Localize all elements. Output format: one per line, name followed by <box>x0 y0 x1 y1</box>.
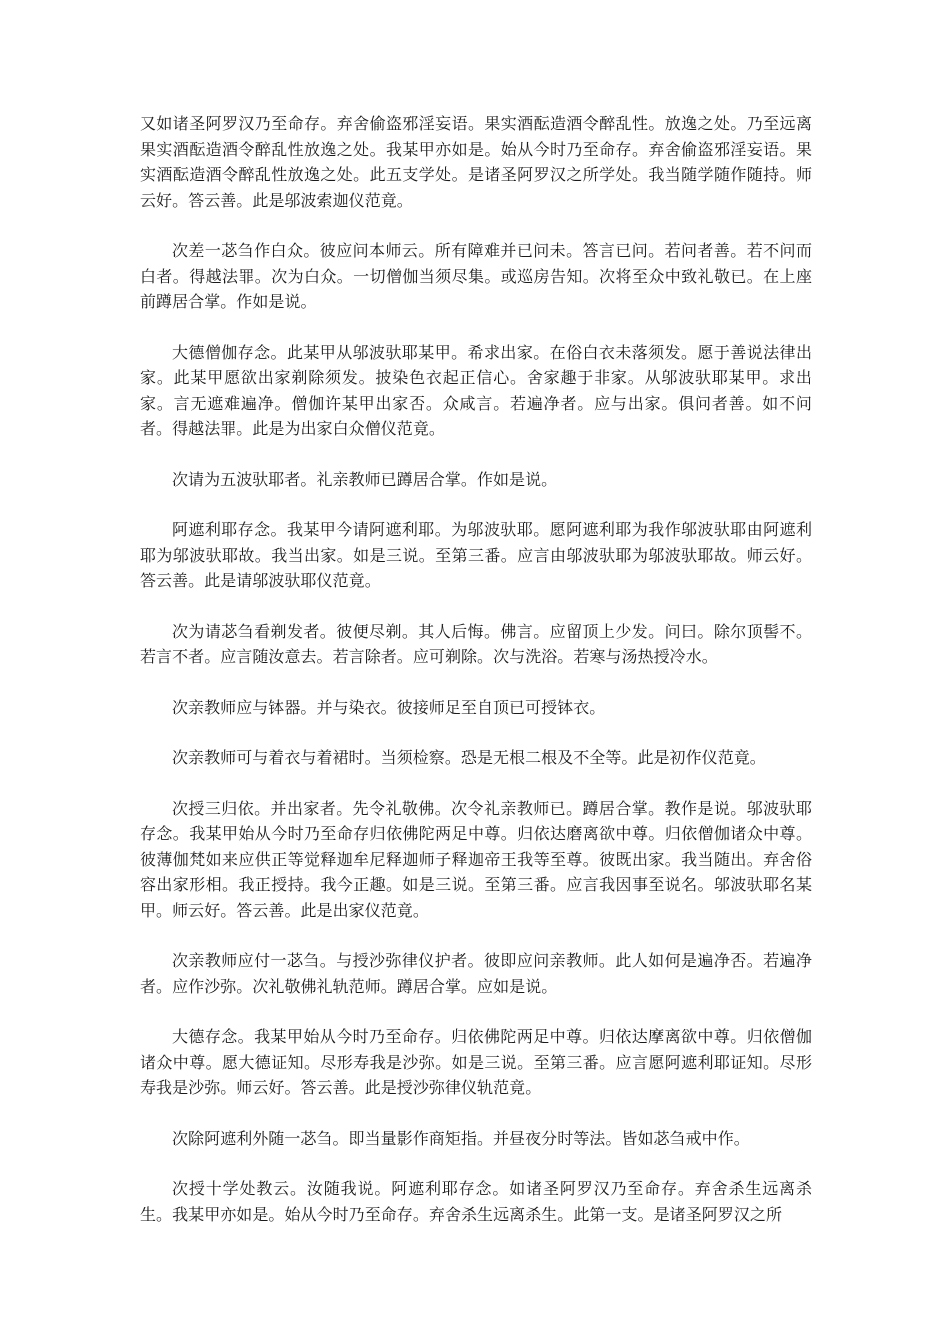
paragraph-3: 大德僧伽存念。此某甲从邬波驮耶某甲。希求出家。在俗白衣未落须发。愿于善说法律出家。此某甲愿欲出家剃除须发。披染色衣起正信心。舍家趣于非家。从邬波驮耶某甲。求出家。言无遮难遍净。僧伽许某甲出家否。众咸言。若遍净者。应与出家。俱问者善。如不问者。得越法罪。此是为出家白众僧仪范竟。 <box>140 342 812 438</box>
paragraph-13: 次授十学处教云。汝随我说。阿遮利耶存念。如诸圣阿罗汉乃至命存。弃舍杀生远离杀生。我某甲亦如是。始从今时乃至命存。弃舍杀生远离杀生。此第一支。是诸圣阿罗汉之所 <box>140 1179 812 1224</box>
paragraph-11: 大德存念。我某甲始从今时乃至命存。归依佛陀两足中尊。归依达摩离欲中尊。归依僧伽诸众中尊。愿大德证知。尽形寿我是沙弥。如是三说。至第三番。应言愿阿遮利耶证知。尽形寿我是沙弥。师云好。答云善。此是授沙弥律仪轨范竟。 <box>140 1027 812 1097</box>
document-page <box>140 111 812 1227</box>
paragraph-7: 次亲教师应与钵器。并与染衣。彼接师足至自顶已可授钵衣。 <box>172 697 606 717</box>
paragraph-9: 次授三归依。并出家者。先令礼敬佛。次令礼亲教师已。蹲居合掌。教作是说。邬波驮耶存念。我某甲始从今时乃至命存归依佛陀两足中尊。归依达磨离欲中尊。归依僧伽诸众中尊。彼薄伽梵如来应供正等觉释迦牟尼释迦师子释迦帝王我等至尊。彼既出家。我当随出。弃舍俗容出家形相。我正授持。我今正趣。如是三说。至第三番。应言我因事至说名。邬波驮耶名某甲。师云好。答云善。此是出家仪范竟。 <box>140 798 812 920</box>
paragraph-6: 次为请苾刍看剃发者。彼便尽剃。其人后悔。佛言。应留顶上少发。问曰。除尔顶髻不。若言不者。应言随汝意去。若言除者。应可剃除。次与洗浴。若寒与汤热授冷水。 <box>140 621 812 666</box>
paragraph-10: 次亲教师应付一苾刍。与授沙弥律仪护者。彼即应问亲教师。此人如何是遍净否。若遍净者。应作沙弥。次礼敬佛礼轨范师。蹲居合掌。应如是说。 <box>140 951 812 996</box>
paragraph-2: 次差一苾刍作白众。彼应问本师云。所有障难并已问未。答言已问。若问者善。若不问而白者。得越法罪。次为白众。一切僧伽当须尽集。或巡房告知。次将至众中致礼敬已。在上座前蹲居合掌。作如是说。 <box>140 241 812 311</box>
paragraph-4: 次请为五波驮耶者。礼亲教师已蹲居合掌。作如是说。 <box>172 469 558 489</box>
paragraph-5: 阿遮利耶存念。我某甲今请阿遮利耶。为邬波驮耶。愿阿遮利耶为我作邬波驮耶由阿遮利耶为邬波驮耶故。我当出家。如是三说。至第三番。应言由邬波驮耶为邬波驮耶故。师云好。答云善。此是请邬波驮耶仪范竟。 <box>140 520 812 590</box>
paragraph-8: 次亲教师可与着衣与着裙时。当须检察。恐是无根二根及不全等。此是初作仪范竟。 <box>172 748 766 767</box>
paragraph-1: 又如诸圣阿罗汉乃至命存。弃舍偷盗邪淫妄语。果实酒酝造酒令醉乱性。放逸之处。乃至远离果实酒酝造酒令醉乱性放逸之处。我某甲亦如是。始从今时乃至命存。弃舍偷盗邪淫妄语。果实酒酝造酒令醉乱性放逸之处。此五支学处。是诸圣阿罗汉之所学处。我当随学随作随持。师云好。答云善。此是邬波索迦仪范竟。 <box>140 114 812 210</box>
paragraph-12: 次除阿遮利外随一苾刍。即当量影作商矩指。并昼夜分时等法。皆如苾刍戒中作。 <box>172 1128 750 1148</box>
